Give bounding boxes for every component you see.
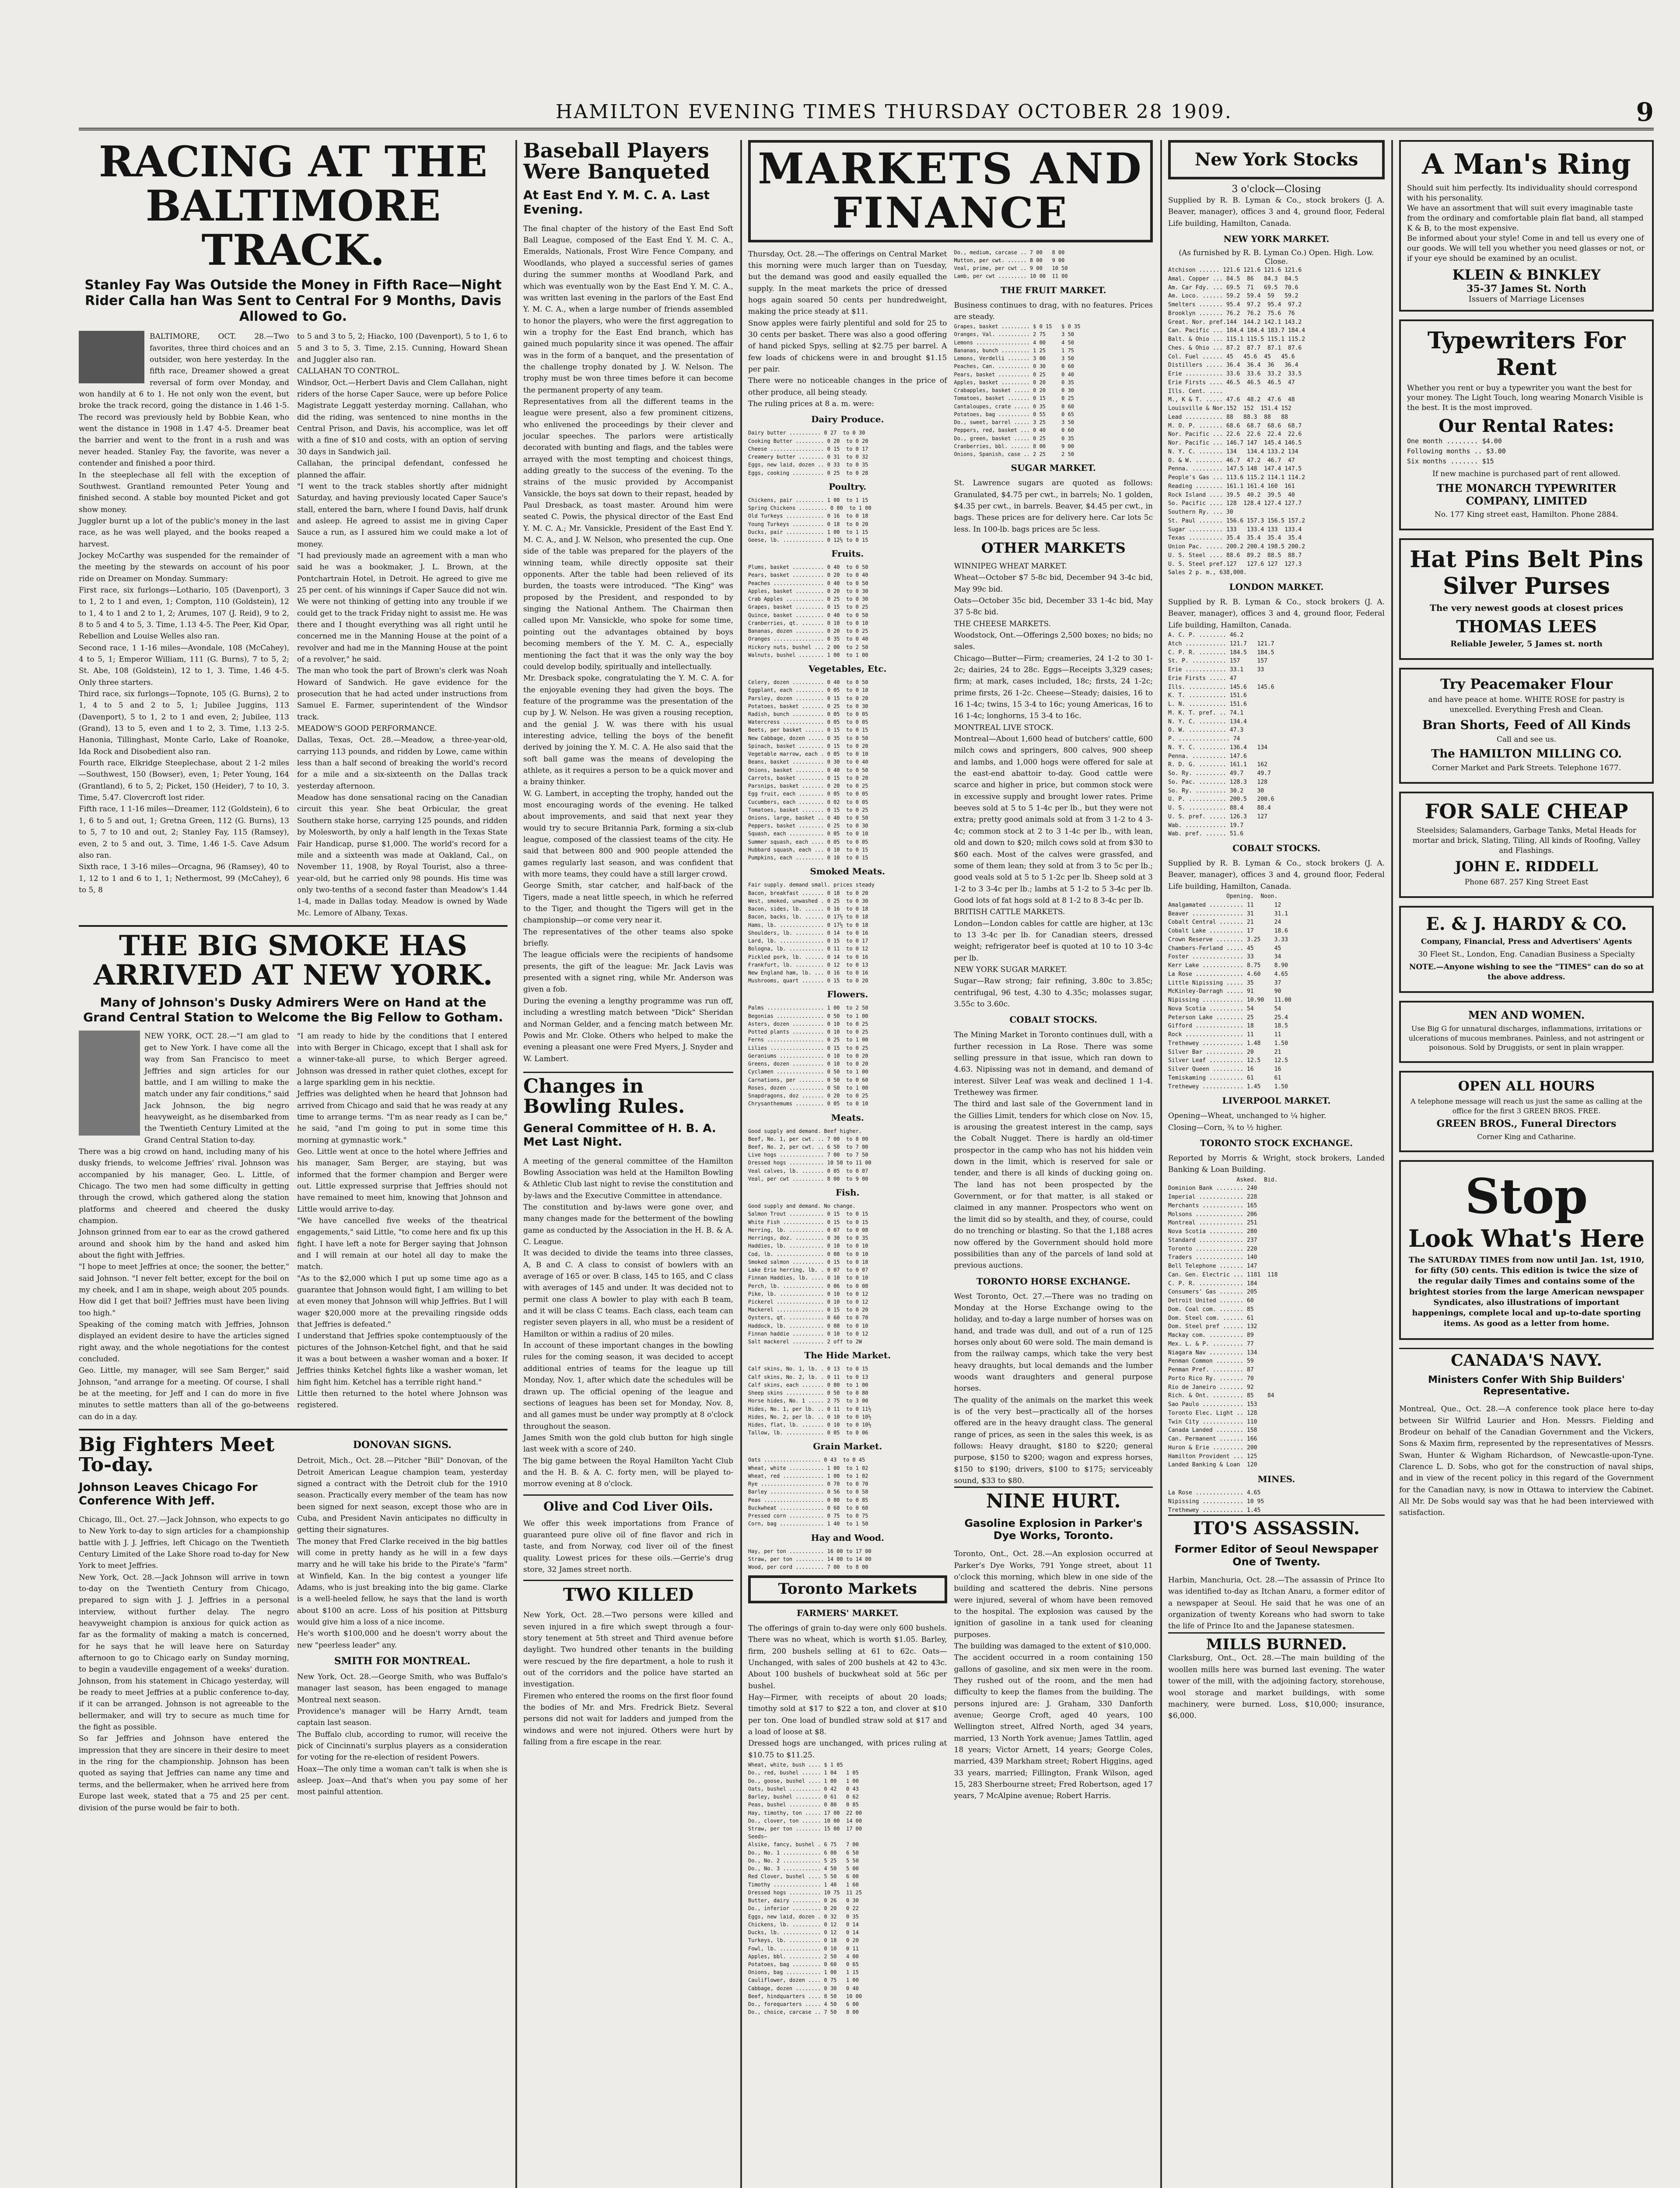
cobalt-stocks-header: Opening. Noon. [1168,893,1278,900]
baseball-deck: At East End Y. M. C. A. Last Evening. [523,187,710,217]
column-rule [1160,140,1162,2188]
john-riddell-name: JOHN E. RIDDELL [1455,858,1598,875]
dairy-title: Dairy Produce. [811,414,884,425]
big-g-title: MEN AND WOMEN. [1468,1009,1585,1022]
hat-pins-ad [1399,538,1654,660]
markets-headline: MARKETS AND FINANCE [758,144,1143,238]
farmers-market-title: FARMERS' MARKET. [796,1607,899,1618]
column-rule [1391,140,1393,2188]
monarch-address: No. 177 King street east, Hamilton. Phone 2884. [1435,510,1618,519]
donovan-headline: DONOVAN SIGNS. [353,1439,452,1451]
mans-ring-title: A Man's Ring [1422,148,1631,181]
baseball-headline: Baseball Players Were Banqueted [523,139,710,184]
two-killed-headline: TWO KILLED [523,1580,733,1605]
liverpool-market-body: Opening—Wheat, unchanged to ¼ higher. Closing—Corn, ¾ to ½ higher. [1168,1112,1326,1132]
big-g-ad [1399,1001,1654,1063]
rental-rates-title: Our Rental Rates: [1438,416,1614,437]
cobalt-stocks-supplied: Supplied by R. B. Lyman & Co., stock brokers (J. A. Beaver, manager), offices 3 and 4, ground floor, Federal Life building, Hamilton, Canada. [1168,859,1387,891]
big-fighters-headline: Big Fighters Meet To-day. [79,1434,275,1476]
open-all-hours-ad [1399,1071,1654,1152]
boxer-illustration [79,1031,140,1136]
mills-burned-body: Clarksburg, Ont., Oct. 28.—The main building of the woollen mills here was burned last evening. The water tower of the mill, with the adjoining factory, storehouse, wool storage and market buildings, with some machinery, were burned. Loss, $10,000; insurance, $6,000. [1168,1654,1387,1721]
farmers-market-table: Wheat, white, bush .... $ 1 05 Do., red, bushel ...... 1 04 1 05 Do., goose, bushel .... 1 00 1 00 Oats, bushel .......... 0 42 0 43 Barley, bushel ........ 0 61 0 62 Peas, bushel .......... 0 80 0 85 Hay, timothy, ton ..... 17 00 22 00 Do., clover, ton ...... 10 00 14 00 Straw, per ton ........ 15 00 17 00 Seeds— Alsike, fancy, bushel . 6 75 7 00 Do., No. 1 ............ 6 00 6 50 Do., No. 2 ............ 5 25 5 50 Do., No. 3 ............ 4 50 5 00 Red Clover, bushel .... 5 50 6 00 Timothy ............... 1 40 1 60 Dressed hogs .......... 10 75 11 25 Butter, dairy ......... 0 26 0 30 Do., inferior ......... 0 20 0 22 Eggs, new laid, dozen . 0 32 0 35 Chickens, lb. ......... 0 12 0 14 Ducks, lb. ............ 0 12 0 14 Turkeys, lb. .......... 0 18 0 20 Fowl, lb. ............. 0 10 0 11 Apples, bbl. .......... 2 50 4 00 Potatoes, bag ......... 0 60 0 65 Onions, bag ........... 1 00 1 15 Cauliflower, dozen .... 0 75 1 00 Cabbage, dozen ........ 0 30 0 40 Beef, hindquarters .... 8 50 10 00 Do., forequarters ..... 4 50 6 00 Do., choice, carcase .. 7 50 8 00 [748,1762,862,2016]
green-bros-address: Corner King and Catharine. [1477,1133,1576,1141]
horse-exchange-title: TORONTO HORSE EXCHANGE. [976,1276,1130,1287]
rental-note: If new machine is purchased part of rent allowed. [1432,469,1620,478]
big-fighters-body: Chicago, Ill., Oct. 27.—Jack Johnson, who expects to go to New York to-day to sign articles for a championship battle with J. J. Jeffries, left Chicago on the Twentieth Century Limited of the Lake Shore road to-day for New York to meet Jeffries. New York, Oct. 28.—Jack Johnson will arrive in town to-day on the Twentieth Century from Chicago, prepared to sign with J. J. Jeffries in a personal interview, without further delay. The negro heavyweight champion is anxious for quick action as far as the formality of making a match is concerned, for he says that he will leave here on Saturday afternoon to go to Chicago early on Sunday morning, to begin a vaudeville engagement of a weeks' duration. Johnson, from his statement in Chicago yesterday, will be ready to meet Jeffries at a public conference to-day, if it can be arranged. Johnson is not agreeable to the bellermaker, and will try to secure as much time for the fight as possible. So far Jeffries and Johnson have entered the impression that they are sincere in their desire to meet in the ring for the championship. Johnson has been quoted as saying that Jeffries can name any time and terms, and the bellermaker, when he arrived here from Europe last week, stated that a 75 and 25 per cent. division of the purse would be fair to both. [79,1515,289,1813]
new-york-stocks-title: New York Stocks [1194,149,1358,170]
baseball-body: The final chapter of the history of the East End Soft Ball League, composed of the East End Y. M. C. A., Emeralds, Nationals, Frost Wire Fence Company, and Woodlands, who played a successful series of games during the summer months at Woodland Park, and which was eventually won by the East End Y. M. C. A., was written last evening in the parlors of the East End Y. M. C. A., when a large number of friends assembled to honor the players, who were the first aggregation to win a trophy for the East End branch, which has gained much popularity since it was opened. The affair was in the form of a banquet, and the presentation of the challenge trophy donated by J. W. Nelson. The trophy must be won three times before it can become the permanent property of any team. Representatives from all the different teams in the league were present, also a few prominent citizens, who enlivened the proceedings by their clever and jocular speeches. The parlors were artistically decorated with bunting and flags, and the tables were arrayed with the most tempting and choicest things, adding greatly to the success of the evening. To the strains of the music provided by Accompanist Vansickle, the boys sat down to their repast, headed by Paul Dresback, as toast master. Around him were seated C. Powis, the physical director of the East End Y. M. C. A.; Mr. Vansickle, President of the East End Y. M. C. A., and J. W. Nelson, who presented the cup. One side of the table was prepared for the players of the winning team, while directly opposite sat their opponents. After the table had been relieved of its burden, the toasts were introduced. "The King" was proposed by the President, and responded to by singing the National Anthem. The Chairman then called upon Mr. Vansickle, who spoke for some time, pointing out the advantages obtained by boys becoming members of the Y. M. C. A., especially mentioning the fact that it was the only way the boy could develop bodily, spiritually and intellectually. Mr. Dresback spoke, congratulating the Y. M. C. A. for the enjoyable evening they had given the boys. The feature of the programme was the presentation of the cup by J. W. Nelson. He was given a rousing reception, and the genial J. W. was there with his usual interesting advice, telling the boys of the benefit derived by joining the Y. M. C. A. He also said that the soft ball game was the means of developing the athlete, as it requires a person to be a quick mover and a brainy thinker. W. G. Lambert, in accepting the trophy, handed out the most encouraging words of the evening. He talked about improvements, and said that next year they would try to secure Britannia Park, forming a six-club league, composed of the classiest teams of the city. He said that between 800 and 900 people attended the games regularly last season, and was confident that with more teams, they could have a still larger crowd. George Smith, star catcher, and half-back of the Tigers, made a neat little speech, in which he referred to the Tiger, and thought the Tigers will get in the championship—or come very near it. The representatives of the other teams also spoke briefly. The league officials were the recipients of handsome presents, the gift of the league: Mr. Jack Lavis was presented with a signet ring, while Mr. Anderson was given a fob. During the evening a lengthy programme was run off, including a wrestling match between "Dick" Sheridan and Norman Gelder, and a fencing match between Mr. Powis and Mr. Cloke. Others who helped to make the evening a pleasant one were Fred Myers, J. Snyder and W. Lambert. [523,224,733,1063]
ito-assassin-body: Harbin, Manchuria, Oct. 28.—The assassin of Prince Ito was identified to-day as Itchan Anaru, a former editor of a newspaper at Seoul. He said that he was one of an organization of twenty Koreans who had sworn to take the life of Prince Ito and the Japanese statesmen. [1168,1576,1387,1631]
toronto-stock-exchange-subtitle: Reported by Morris & Wright, stock brokers, Landed Banking & Loan Building. [1168,1154,1387,1175]
carcase-table: Do., medium, carcase .. 7 00 8 00 Mutton, per cwt. ...... 8 00 9 00 Veal, prime, per cwt .. 9 00 10 50 Lamb, per cwt ......... 10 00 11 00 [954,249,1068,280]
hardy-name: E. & J. HARDY & CO. [1426,914,1627,935]
fruits-title: Fruits. [831,548,864,559]
fruits-table: Plums, basket .......... 0 40 to 0 50 Pears, basket .......... 0 20 to 0 40 Peaches ................ 0 40 to 0 50 Apples, basket ......... 0 20 to 0 30 Crab Apples ............ 0 25 to 0 30 Grapes, basket ......... 0 15 to 0 25 Quince, basket ......... 0 40 to 0 50 Cranberries, qt. ....... 0 10 to 0 10 Bananas, dozen ......... 0 20 to 0 25 Oranges ................ 0 35 to 0 40 Hickory nuts, bushel ... 2 00 to 2 50 Walnuts, bushel ........ 1 00 to 1 00 [748,564,868,658]
ito-assassin-headline: ITO'S ASSASSIN. [1168,1515,1385,1538]
local-news-column [523,139,736,2188]
saturday-times-body: The SATURDAY TIMES from now until Jan. 1st, 1910, for fifty (50) cents. This edition is twice the size of the regular daily Times and contains some of the brightest stories from the large American newspaper Syndicates, also illustrations of important happenings, complete local and up-to-date sporting items. As good as a letter from home. [1408,1255,1645,1329]
rental-rates-table: One month ........ $4.00 Following months .. $3.00 Six months ....... $15 [1407,437,1506,465]
mines-table: La Rose .............. 4.65 Nipissing ............ 10 95 Trethewey ............ 1.45 [1168,1490,1264,1514]
big-smoke-body-continued: "I am ready to hide by the conditions that I entered into with Berger in Chicago, except that I shall ask for a winner-take-all purse, to which Berger agreed. Johnson was dressed in rather quiet clothes, except for a large sparkling gem in his necktie. Jeffries was delighted when he heard that Johnson had arrived from Chicago and said that he was ready at any time to arrange terms. "I'm as near ready as I can be," he said, "and I'm going to put in some time this morning at gymnastic work." Geo. Little went at once to the hotel where Jeffries and his manager, Sam Berger, are staying, but was informed that the former champion and Berger were out. Little expressed surprise that Jeffries should not have remained to meet him, knowing that Johnson and Little would arrive to-day. "We have cancelled five weeks of the theatrical engagements," said Little, "to come here and fix up this fight. I have left a note for Berger saying that Johnson and I will remain at our hotel all day to make the match. "As to the $2,000 which I put up some time ago as a guarantee that Johnson would fight, I am willing to bet at even money that Johnson will whip Jeffries. But I will wager $20,000 more at the prevailing ringside odds that Jeffries is defeated." I understand that Jeffries spoke contemptuously of the pictures of the Johnson-Ketchel fight, and that he said it was a bout between a washer woman and a boxer. If Jeffries thinks Ketchel fights like a washer woman, let him fight him. Ketchel has a terrible right hand." Little then returned to the hotel where Johnson was registered. [297,1032,508,1410]
for-sale-cheap-ad [1399,792,1654,898]
cobalt-stocks-title: COBALT STOCKS. [1009,1014,1098,1025]
smoked-meats-table: Fair supply. demand small. prices steady Bacon, breakfast ....... 0 18 to 0 20 West, smoked, unwashed . 0 25 to 0 30 Bacon, sides, lb. ...... 0 16 to 0 18 Bacon, backs, lb. ...... 0 17½ to 0 18 Hams, lb. .............. 0 17½ to 0 18 Shoulders, lb. ......... 0 14 to 0 16 Lard, lb. .............. 0 15 to 0 17 Bologna, lb. ........... 0 11 to 0 12 Pickled pork, lb. ...... 0 14 to 0 16 Frankfurt, lb. ......... 0 12 to 0 13 New England ham, lb. ... 0 16 to 0 16 Mushrooms, quart ....... 0 15 to 0 20 [748,882,875,984]
poultry-table: Chickens, pair ......... 1 00 to 1 15 Spring Chickens ......... 0 80 to 1 00 Old Turkeys ............ 0 16 to 0 18 Young Turkeys .......... 0 18 to 0 20 Ducks, pair ............ 1 00 to 1 15 Geese, lb. ............. 0 12½ to 0 15 [748,497,872,543]
smith-body: New York, Oct. 28.—George Smith, who was Buffalo's manager last season, has been engaged to manage Montreal next season. Providence's manager will be Harry Arndt, team captain last season. The Buffalo club, according to rumor, will receive the pick of Cincinnati's surplus players as a consideration for voting for the re-election of resident Powers. Hoax—The only time a woman can't talk is when she is asleep. Joax—And that's when you pay some of her most painful attention. [297,1673,508,1797]
green-bros-name: GREEN BROS., Funeral Directors [1436,1118,1617,1130]
peacemaker-flour-body: and have peace at home. WHITE ROSE for pastry is unexcelled. Everything Fresh and Clean. [1428,695,1625,714]
toronto-stock-exchange-title: TORONTO STOCK EXCHANGE. [1200,1138,1353,1149]
saturday-times-ad [1399,1160,1654,1340]
big-smoke-headline: THE BIG SMOKE HAS ARRIVED AT NEW YORK. [93,929,493,992]
fruit-market-table: Grapes, basket ......... $ 0 15 $ 0 35 Oranges, Val. .......... 2 75 3 50 Lemons ................. 4 00 4 50 Bananas, bunch ......... 1 25 1 75 Lemons, Verdelli ....... 3 00 3 50 Peaches, Can. .......... 0 30 0 60 Pears, basket .......... 0 25 0 40 Apples, basket ......... 0 20 0 35 Crabapples, basket ..... 0 20 0 30 Tomatoes, basket ....... 0 15 0 25 Cantaloupes, crate ..... 0 35 0 60 Potatoes, bag .......... 0 55 0 65 Do., sweet, barrel ..... 3 25 3 50 Peppers, red, basket ... 0 40 0 60 Do., green, basket ..... 0 25 0 35 Cranberries, bbl. ...... 8 00 9 00 Onions, Spanish, case .. 2 25 2 50 [954,323,1081,457]
peacemaker-flour-title: Try Peacemaker Flour [1440,675,1613,692]
stocks-supplied-note: Supplied by R. B. Lyman & Co., stock brokers (J. A. Beaver, manager), offices 3 and 4, ground floor, Federal Life building, Hamilton, Canada. [1168,196,1387,228]
smith-headline: SMITH FOR MONTREAL. [334,1655,471,1667]
racing-headline: RACING AT THE BALTIMORE TRACK. [98,137,488,275]
thomas-lees-name: THOMAS LEES [1456,616,1597,636]
for-sale-cheap-title: FOR SALE CHEAP [1424,799,1628,823]
canadas-navy-deck: Ministers Confer With Ship Builders' Representative. [1428,1374,1625,1397]
cobalt-stocks-list-title: COBALT STOCKS. [1232,843,1320,854]
hat-pins-title: Hat Pins Belt Pins Silver Purses [1410,546,1643,600]
poultry-title: Poultry. [829,481,867,492]
two-killed-body: New York, Oct. 28.—Two persons were killed and seven injured in a fire which swept through a four-story tenement at 5th street and Third avenue before daylight. Two hundred other tenants in the building were rescued by the fire department, a hole to rush it out of the corridors and the police have started an investigation. Firemen who entered the rooms on the first floor found the bodies of Mr. and Mrs. Fredrick Bietz. Several persons did not wait for ladders and jumped from the windows and were not injured. Others were hurt by falling from a fire escape in the rear. [523,1611,733,1747]
column-rule [515,140,517,2188]
fish-title: Fish. [835,1187,860,1198]
vegetables-title: Vegetables, Etc. [808,663,887,674]
call-and-see-line: Call and see us. [1496,735,1557,744]
for-sale-cheap-body: Steelsides; Salamanders, Garbage Tanks, Metal Heads for mortar and brick, Slating, Tiling, All kinds of Roofing, Valley and Flashings. [1412,826,1641,855]
dairy-table: Dairy butter .......... 0 27 to 0 30 Cooking Butter ......... 0 20 to 0 20 Cheese ................. 0 15 to 0 17 Creamery butter ........ 0 31 to 0 32 Eggs, new laid, dozen .. 0 33 to 0 35 Eggs, cooking .......... 0 25 to 0 28 [748,430,868,476]
markets-banner [748,140,1153,242]
sports-column [79,137,508,2188]
mills-burned-headline: MILLS BURNED. [1168,1632,1385,1653]
toronto-stock-exchange-table: Dominion Bank ........ 240 Imperial ............. 228 Merchants ............ 165 Molsons .............. 206 Montreal ............. 251 Nova Scotia .......... 280 Standard ............. 237 Toronto .............. 220 Traders .............. 140 Bell Telephone ....... 147 Can. Gen. Electric ... 1181 118 C. P. R. ............. 184 Consumers' Gas ....... 205 Detroit United ....... 60 Dom. Coal com. ....... 85 Dom. Steel com. ...... 61 Dom. Steel pref ...... 132 Mackay com. .......... 89 Mex. L. & P. ......... 77 Niagara Nav .......... 134 Penman Common ........ 59 Penman Pref. ......... 87 Porto Rico Ry. ....... 70 Rio de Janeiro ....... 92 Rich. & Ont. ......... 85 84 Sao Paulo ............ 153 Toronto Elec. Light .. 128 Twin City ............ 110 Canada Landed ........ 158 Can. Permanent ....... 166 Huron & Erie ......... 200 Hamilton Provident ... 125 Landed Banking & Loan 120 [1168,1185,1278,1469]
horse-race-illustration [79,331,144,383]
other-markets-body: WINNIPEG WHEAT MARKET. Wheat—October $7 5-8c bid, December 94 3-4c bid, May 99c bid. Oats—October 35c bid, December 33 1-4c bid, May 37 5-8c bid. THE CHEESE MARKETS. Woodstock, Ont.—Offerings 2,500 boxes; no bids; no sales. Chicago—Butter—Firm; creameries, 24 1-2 to 30 1-2c; dairies, 24 to 28c. Eggs—Receipts 3,329 cases; firm; at mark, cases included, 18c; firsts, 24 1-2c; prime firsts, 26 1-2c. Cheese—Steady; daisies, 16 to 16 1-4c; twins, 15 3-4 to 16c; young Americas, 16 to 16 1-4c; longhorns, 15 3-4 to 16c. MONTREAL LIVE STOCK. Montreal—About 1,600 head of butchers' cattle, 600 milch cows and springers, 800 calves, 900 sheep and lambs, and 1,000 hogs were offered for sale at the east-end abattoir to-day. Good cattle were scarce and higher in price, but common stock were in excessive supply and brought lower rates. Prime beeves sold at 5 to 5 1-4c per lb., but they were not extra; pretty good animals sold at from 3 1-2 to 4 3-4c; common stock at 2 to 3 1-4c per lb., with lean, old and down to $20; milch cows sold at from $30 to $60 each. Most of the calves were grassfed, and some of them lean; they sold at from 3 to 5c per lb.; good veals sold at 5 to 5 1-2c per lb. Sheep sold at 3 1-2 to 3 3-4c per lb.; lambs at 5 1-2 to 5 3-4c per lb. Good lots of fat hogs sold at 8 1-2 to 8 3-4c per lb. BRITISH CATTLE MARKETS. London—London cables for cattle are higher, at 13c to 13 3-4c per lb. for Canadian steers, dressed weight; refrigerator beef is quoted at 10 to 10 3-4c per lb. NEW YORK SUGAR MARKET. Sugar—Raw strong; fair refining, 3.80c to 3.85c; centrifugal, 96 test, 4.30 to 4.35c; molasses sugar, 3.55c to 3.60c. [954,561,1153,1009]
london-market-supplied: Supplied by R. B. Lyman & Co., stock brokers (J. A. Beaver, manager), offices 3 and 4, ground floor, Federal Life building, Hamilton, Canada. [1168,598,1387,630]
stop-title: Stop [1465,1168,1588,1224]
nine-hurt-headline: NINE HURT. [954,1487,1153,1511]
typewriters-title: Typewriters For Rent [1427,327,1626,381]
thomas-lees-address: Reliable Jeweler, 5 James st. north [1450,639,1603,649]
hay-wood-title: Hay and Wood. [811,1532,884,1543]
ads-column [1399,140,1654,2188]
page-number: 9 [1636,97,1654,127]
hardy-address: 30 Fleet St., London, Eng. Canadian Business a Specialty [1418,950,1635,959]
sugar-market-title: SUGAR MARKET. [1011,463,1096,473]
horse-exchange-body: West Toronto, Oct. 27.—There was no trading on Monday at the Horse Exchange owing to the holiday, and to-day a large number of horses was on hand, and trade was dull, and out of a run of 125 horses only about 60 were sold. The main demand is from the railway camps, which take the very best heavy draughts, but local demands and the lumber woods want draughters and general purpose horses. The quality of the animals on the market this week is of the very best—practically all of the horses offered are in the heavy draught class. The general range of prices, as seen in the sales this week, is as follows: Heavy draught, $180 to $220; general purpose, $150 to $200; wagon and express horses, $150 to $190; drivers, $100 to $175; serviceably sound, $33 to $80. [954,1292,1153,1486]
typewriters-ad [1399,319,1654,530]
open-all-hours-body: A telephone message will reach us just the same as calling at the office for the first 3 GREEN BROS. FREE. [1410,1097,1642,1115]
bowling-deck: General Committee of H. B. A. Met Last Night. [523,1122,716,1149]
smoked-meats-title: Smoked Meats. [810,866,886,877]
big-smoke-body: NEW YORK, OCT. 28.—"I am glad to get to New York. I have come all the way from San Francisco to meet Jeffries and sign articles for our battle, and I am willing to make the match under any fair conditions," said Jack Johnson, the big negro heavyweight, as he disembarked from the Twentieth Century Limited at the Grand Central Station to-day. There was a big crowd on hand, including many of his dusky friends, to welcome Jeffries' rival. Johnson was accompanied by his manager, Geo. L. Little, of Chicago. The two men had some difficulty in getting through the crowd, which gathered along the station platforms and cheered and cheered the dusky champion. Johnson grinned from ear to ear as the crowd gathered around and shook him by the hand and asked him about the fight with Jeffries. "I hope to meet Jeffries at once; the sooner, the better," said Johnson. "I never felt better, except for the boil on my cheek, and I am in shape, weigh about 205 pounds. How did I get that boil? Jeffries must have been living too high." Speaking of the coming match with Jeffries, Johnson displayed an evident desire to have the articles signed right away, and the whole negotiations for the contest concluded. Geo. Little, my manager, will see Sam Berger," said Johnson, "and arrange for a meeting. Of course, I shall be at the meeting, for Jeff and I can do more in five minutes to settle matters than all of the go-betweens can do in a day. [79,1032,289,1421]
mans-ring-ad [1399,140,1654,312]
mans-ring-body: Should suit him perfectly. Its individuality should correspond with his personality. We have an assortment that will suit every imaginable taste from the ordinary and comfortable plain flat band, all stamped K & B, to the most expensive. Be informed about your style! Come in and tell us every one of our goods. We will tell you whether you need glasses or not, or if your eye should be examined by an oculist. [1407,184,1645,263]
other-markets-title: OTHER MARKETS [981,539,1126,556]
big-fighters-deck: Johnson Leaves Chicago For Conference With Jeff. [79,1480,258,1508]
fruit-market-intro: Business continues to drag, with no features. Prices are steady. [954,301,1155,321]
toronto-markets-title: Toronto Markets [778,1580,917,1598]
new-york-market-subtitle: (As furnished by R. B. Lyman Co.) Open. High. Low. Close. [1179,249,1374,266]
grain-market-table: Oats .................. 0 43 to 0 45 Wheat, white ........... 1 00 to 1 02 Wheat, red ............. 1 00 to 1 02 Rye .................... 0 70 to 0 70 Barley ................. 0 56 to 0 58 Peas ................... 0 80 to 0 85 Buckwheat .............. 0 60 to 0 60 Pressed corn ........... 0 75 to 0 75 Corn, bag .............. 1 40 to 1 50 [748,1457,868,1527]
john-riddell-address: Phone 687. 257 King Street East [1464,878,1589,887]
mines-title: MINES. [1257,1474,1295,1485]
flowers-title: Flowers. [827,989,868,1000]
stocks-column [1168,140,1385,2188]
cobalt-stocks-table: Amalgamated .......... 11 12 Beaver ............... 31 31.1 Cobalt Central ....... 21 24 Cobalt Lake .......... 17 18.6 Crown Reserve ........ 3.25 3.33 Chambers-Ferland ..... 45 45 Foster ............... 33 34 Kerr Lake ............ 8.75 8.90 La Rose .............. 4.60 4.65 Little Nipissing ..... 35 37 McKinley-Darragh ..... 91 90 Nipissing ............ 10.90 11.00 Nova Scotia .......... 54 54 Peterson Lake ........ 25 25.4 Gifford .............. 18 18.5 Rock ................. 11 11 Trethewey ............ 1.48 1.50 Silver Bar ........... 20 21 Silver Leaf .......... 12.5 12.5 Silver Queen ......... 16 16 Temiskaming .......... 61 61 Trethewey ............ 1.45 1.50 [1168,901,1292,1090]
markets-column [748,140,1153,2188]
toronto-markets-box [748,1575,947,1603]
fruit-market-title: THE FRUIT MARKET. [1000,284,1106,295]
london-market-table: A. C. P. ........ 46.2 Atch ............ 121.7 121.7 C. P. R. ........ 184.5 184.5 St. P. .......... 157 157 Erie ............ 33.1 33 Erie Firsts ..... 47 Ills. ........... 145.6 145.6 K. T. ........... 151.6 L. N. ........... 151.6 M. K. T. pref. .. 74.1 N. Y. C. ........ 134.4 O. W. ........... 47.3 P. ............... 74 N. Y. C. ........ 136.4 134 Penna. .......... 147.6 R. D. G. ........ 161.1 162 So. Ry. ......... 49.7 49.7 So. Pac. ........ 128.3 128 So. Ry. ......... 30.2 30 U. P. ........... 200.5 200.6 U. S. ........... 88.4 88.4 U. S. pref. ..... 126.3 127 Wab. ............ 19.7 Wab. pref. ...... 51.6 [1168,632,1274,838]
masthead [79,97,1654,130]
marriage-licenses-line: Issuers of Marriage Licenses [1468,294,1585,304]
hamilton-milling-name: The HAMILTON MILLING CO. [1431,747,1622,761]
peacemaker-flour-ad [1399,668,1654,784]
nine-hurt-body: Toronto, Ont., Oct. 28.—An explosion occurred at Parker's Dye Works, 791 Yonge street, about 11 o'clock this morning, which blew in one side of the building and scattered the debris. Nine persons were injured, several of whom have been removed to the hospital. The explosion was caused by the ignition of gasoline in a tank used for cleaning purposes. The building was damaged to the extent of $10,000. The accident occurred in a room containing 150 gallons of gasoline, and six men were in the room. They rushed out of the room, and the men had difficulty to keep the flames from the building. The persons injured are: J. Graham, 330 Danforth avenue; George Croft, aged 40 years, 100 Wellington street, Alfred North, aged 34 years, married, 13 North York avenue; James Tattlin, aged 18 years; Victor Arnett, 14 years; George Coles, married, 439 Markham street; Robert Higgins, aged 33 years, married; Fillington, Frank Wilson, aged 15, 283 Sherbourne street; Fred Robertson, aged 17 years, 7 McAlpine avenue; Robert Harris. [954,1550,1153,1801]
bowling-body: A meeting of the general committee of the Hamilton Bowling Association was held at the Hamilton Bowling & Athletic Club last night to revise the constitution and by-laws and the Executive Committee in attendance. The constitution and by-laws were gone over, and many changes made for the betterment of the bowling game as conducted by the Association in the H. B. & A. C. League. It was decided to divide the teams into three classes, A, B and C. A class to consist of bowlers with an average of 165 or over. B class, 145 to 165, and C class with averages of 145 and under. It was decided not to permit one class A bowler to play with each B team, and it will be class C teams. Each class, each team can register seven players in all, who must be a resident of Hamilton or within a radius of 20 miles. In account of these important changes in the bowling rules for the coming season, it was decided to accept additional entries of teams for the league up till Monday, Nov. 1, after which date the schedules will be drawn up. The official opening of the league and sections of leagues has been set for Monday, Nov. 8, and all games must be under way promptly at 8 o'clock throughout the season. James Smith won the gold club button for high single last week with a score of 240. The big game between the Royal Hamilton Yacht Club and the H. B. & A. C. forty men, will be played to-morrow evening at 8 o'clock. [523,1157,733,1489]
grain-market-title: Grain Market. [813,1441,882,1452]
nine-hurt-deck: Gasoline Explosion in Parker's Dye Works, Toronto. [964,1517,1143,1542]
london-market-title: LONDON MARKET. [1229,582,1324,593]
hardy-ad [1399,906,1654,993]
olive-oil-body: We offer this week importations from France of guaranteed pure olive oil of fine flavor and rich in taste, and from Norway, cod liver oil of the finest quality. Lowest prices for these oils.—Gerrie's drug store, 32 James street north. [523,1519,736,1574]
new-york-stocks-box [1168,140,1385,179]
big-g-body: Use Big G for unnatural discharges, inflammations, irritations or ulcerations of mucous membranes. Painless, and not astringent or poisonous. Sold by Druggists, or sent in plain wrapper. [1408,1024,1645,1052]
closing-line: 3 o'clock—Closing [1232,184,1321,195]
hardy-subtitle: Company, Financial, Press and Advertisers' Agents [1421,937,1632,947]
monarch-company: THE MONARCH TYPEWRITER COMPANY, LIMITED [1436,481,1617,507]
hat-pins-subtitle: The very newest goods at closest prices [1429,602,1624,613]
klein-binkley-address: 35-37 James St. North [1466,283,1586,295]
canadas-navy-headline: CANADA'S NAVY. [1399,1348,1654,1369]
klein-binkley-name: KLEIN & BINKLEY [1452,266,1601,283]
racing-body-continued: to 5 and 3 to 5, 2; Hiacko, 100 (Davenport), 5 to 1, 6 to 5 and 3 to 5, 3. Time, 2.15. Cunning, Howard Shean and Juggler also ran. CALLAHAN TO CONTROL. Windsor, Oct.—Herbert Davis and Clem Callahan, night riders of the horse Caper Sauce, were up before Police Magistrate Leggatt yesterday morning. Callahan, who did the riding, was sentenced to nine months in the Central Prison, and Davis, his accomplice, was let off with a fine of $10 and costs, with an option of serving 30 days in Sandwich jail. Callahan, the principal defendant, confessed he planned the affair. "I went to the track stables shortly after midnight Saturday, and having previously located Caper Sauce's stall, entered the barn, where I found Davis, half drunk and asleep. He agreed to assist me in giving Caper Sauce a run, as I assured him we could make a lot of money. "I had previously made an agreement with a man who said he was a bookmaker, J. L. Brown, at the Pontchartrain Hotel, in Detroit. He agreed to give me 25 per cent. of his winnings if Caper Sauce did not win. We were not thinking of getting into any trouble if we could get to the track Friday night to assist me. He was there and I thought everything was all right until he concerned me in the Manning House at the point of a revolver and had me in the Manning House at the point of a revolver," he said. The man who took the part of Brown's clerk was Noah Howard of Sandwich. He gave evidence for the prosecution that he had acted under instructions from Samuel E. Farmer, superintendent of the Windsor track. MEADOW'S GOOD PERFORMANCE. Dallas, Texas, Oct. 28.—Meadow, a three-year-old, carrying 113 pounds, and ridden by Lowe, came within less than a half second of breaking the world's record for a mile and a six-sixteenth on the Dallas track yesterday afternoon. Meadow has done sensational racing on the Canadian circuit this year. She beat Orbicular, the great Southern stake horse, carrying 125 pounds, and ridden by Molesworth, by only a half length in the Texas State Fair Handicap, purse $1,000. The world's record for a mile and a sixteenth was made at Oakland, Cal., on November 11, 1908, by Royal Tourist, also a three-year-old, but he carried only 98 pounds. His time was only two-tenths of a second faster than Meadow's 1.44 1-4, made in Dallas today. Meadow is owned by Wade Mc. Lemore of Albany, Texas. [297,332,508,918]
meats-table: Good supply and demand. Beef higher. Beef, No. 1, per cwt. .. 7 00 to 8 00 Beef, No. 2, per cwt. .. 6 50 to 7 00 Live hogs .............. 7 00 to 7 50 Dressed hogs ........... 10 50 to 11 00 Veal calves, lb. ....... 0 05 to 0 07 Veal, per cwt .......... 8 00 to 9 00 [748,1128,872,1182]
toronto-stock-exchange-header: Asked. Bid. [1168,1176,1278,1183]
markets-intro: Thursday, Oct. 28.—The offerings on Central Market this morning were much larger than on Tuesday, but the demand was good and easily equalled the supply. In the meat markets the price of dressed hogs again soared 50 cents per hundredweight, making the price steady at $11. Snow apples were fairly plentiful and sold for 25 to 30 cents per basket. There was also a good offering of hand picked Spys, selling at $2.75 per barrel. A few loads of chickens were in and brought $1.15 per pair. There were no noticeable changes in the price of other produce, all being steady. The ruling prices at 8 a. m. were: [748,249,947,409]
cobalt-stocks-body: The Mining Market in Toronto continues dull, with a further recession in La Rose. There was some selling pressure in that issue, which ran down to 4.63. Nipissing was not in demand, and demand of interest. Silver Leaf was weak and declined 1 1-4. Trethewey was firmer. The third and last sale of the Government land in the Gillies Limit, tenders for which close on Nov. 15, is arousing the greatest interest in the camp, says the Cobalt Nugget. There is hardly an old-timer prospector in the camp who has not his hidden vein down in the limit, which is reserved for sale or tender, and there is all kinds of ducking going on. The land has not been prospected by the Government, or for that matter, is all staked or claimed in any manner. Prospectors who went on the limit did so by stealth, and they, of course, could do no trenching or blasting. So that the 1,188 acres now offered by the Government should hold more possibilities than any of the parcels of land sold at previous auctions. [954,1031,1153,1270]
meats-title: Meats. [831,1112,864,1123]
times-note: NOTE.—Anyone wishing to see the "TIMES" can do so at the above address. [1409,963,1644,982]
liverpool-market-title: LIVERPOOL MARKET. [1222,1095,1331,1106]
vegetables-table: Celery, dozen .......... 0 40 to 0 50 Eggplant, each ......... 0 05 to 0 10 Parsley, dozen ......... 0 15 to 0 20 Potatoes, basket ....... 0 25 to 0 30 Radish, bunch .......... 0 05 to 0 05 Watercress ............. 0 05 to 0 05 Beets, per basket ...... 0 15 to 0 15 New Cabbage, dozen ..... 0 35 to 0 50 Spinach, basket ........ 0 15 to 0 20 Vegetable marrow, each . 0 05 to 0 10 Beans, basket .......... 0 30 to 0 40 Onions, basket ......... 0 40 to 0 50 Carrots, basket ........ 0 15 to 0 20 Parsnips, basket ....... 0 20 to 0 25 Egg fruit, each ........ 0 05 to 0 05 Cucumbers, each ........ 0 02 to 0 05 Tomatoes, basket ....... 0 15 to 0 25 Onions, large, basket .. 0 40 to 0 50 Peppers, basket ........ 0 25 to 0 30 Squash, each ........... 0 05 to 0 10 Summer squash, each .... 0 05 to 0 05 Hubbard squash, each ... 0 10 to 0 15 Pumpkins, each ......... 0 10 to 0 15 [748,679,868,861]
open-all-hours-title: OPEN ALL HOURS [1458,1078,1595,1094]
farmers-market-body: The offerings of grain to-day were only 600 bushels. There was no wheat, which is worth $1.05. Barley, firm, 200 bushels selling at 61 to 62c. Oats—Unchanged, with sales of 200 bushels at 42 to 43c. About 100 bushels of buckwheat sold at 56c per bushel. Hay—Firmer, with receipts of about 20 loads; timothy sold at $17 to $22 a ton, and clover at $10 per ton. One load of bundled straw sold at $17 and a load of loose at $8. Dressed hogs are unchanged, with prices ruling at $10.75 to $11.25. [748,1623,947,1760]
running-head: HAMILTON EVENING TIMES THURSDAY OCTOBER 28 1909. [556,101,1232,123]
big-smoke-deck: Many of Johnson's Dusky Admirers Were on Hand at the Grand Central Station to Welcome the Big Fellow to Gotham. [83,995,503,1024]
new-york-market-title: NEW YORK MARKET. [1223,234,1330,245]
racing-body: BALTIMORE, OCT. 28.—Two favorites, three third choices and an outsider, won here yesterday. In the fifth race, Dreamer showed a great reversal of form over Monday, and won handily at 6 to 1. He not only won the event, but broke the track record, going the distance in 1.46 1-5. The record was previously held by Bobbie Kean, who went the distance in 1908 in 1.47 4-5. Dreamer beat the barrier and went to the front in a rush and was never headed. Stanley Fay, the favorite, was never a contender and finished a poor third. In the steeplechase all fell with the exception of Southwest. Grantland remounted Peter Young and finished second. A stable boy mounted Picket and got show money. Juggler burnt up a lot of the public's money in the last race, as he was well played, and the books reaped a harvest. Jockey McCarthy was suspended for the remainder of the meeting by the stewards on account of his poor ride on Dreamer on Monday. Summary: First race, six furlongs—Lothario, 105 (Davenport), 3 to 1, 2 to 1 and even, 1; Compton, 110 (Goldstein), 12 to 1, 4 to 1 and 2 to 1, 2; Arumes, 107 (J. Reid), 9 to 2, 8 to 5 and 4 to 5, 3. Time, 1.13 4-5. The Peer, Kid Opar, Rebellion and Louise Welles also ran. Second race, 1 1-16 miles—Avondale, 108 (McCahey), 4 to 5, 1; Emperor William, 111 (G. Burns), 7 to 5, 2; St. Abe, 108 (Goldstein), 12 to 1, 3. Time, 1.46 4-5. Only three starters. Third race, six furlongs—Topnote, 105 (G. Burns), 2 to 1, 4 to 5 and 2 to 5, 1; Jubilee Juggins, 113 (Davenport), 5 to 1, 2 to 1 and even, 2; Jubilee, 113 (Grand), 13 to 5, even and 1 to 2, 3. Time, 1.13 2-5. Hanonia, Tillinghast, Monte Carlo, Lake of Roanoke, Ida Rock and Disobedient also ran. Fourth race, Elkridge Steeplechase, about 2 1-2 miles—Southwest, 150 (Bowser), even, 1; Peter Young, 164 (Grantland), 6 to 5, 2; Picket, 150 (Heider), 7 to 10, 3. Time, 5.47. Clovercroft lost rider. Fifth race, 1 1-16 miles—Dreamer, 112 (Goldstein), 6 to 1, 6 to 5 and out, 1; Gretna Green, 112 (G. Burns), 13 to 5, 7 to 10 and out, 2; Stanley Fay, 115 (Ramsey), even, 2 to 5 and out, 3. Time, 1.46 1-5. Cave Adsum also ran. Sixth race, 1 3-16 miles—Orcagna, 96 (Ramsey), 40 to 1, 12 to 1 and 6 to 1, 1; Nethermost, 99 (McCahey), 6 to 5, 8 [79,332,289,894]
hide-market-table: Calf skins, No. 1, lb. . 0 13 to 0 15 Calf skins, No. 2, lb. . 0 11 to 0 13 Calf skins, each ....... 0 80 to 1 00 Sheep skins ............ 0 50 to 0 80 Horse hides, No. 1 ..... 2 75 to 3 00 Hides, No. 1, per lb. .. 0 11 to 0 11½ Hides, No. 2, per lb. .. 0 10 to 0 10½ Hides, flat, lb. ....... 0 10 to 0 10½ Tallow, lb. ............ 0 05 to 0 06 [748,1366,872,1436]
canadas-navy-body: Montreal, Que., Oct. 28.—A conference took place here to-day between Sir Wilfrid Laurier and Hon. Messrs. Fielding and Brodeur on behalf of the Canadian Government and the Vickers, Sons & Maxim firm, represented by the representatives of Messrs. Swan, Hunter & Wigham Richardson, of Newcastle-upon-Tyne. Clarence L. D. Sobs, who got for the construction of naval ships, and in view of the recent policy in this regard of the Government for the Canadian navy, is now in Ottawa to interview the Cabinet. All Mr. De Sobs would say was that he had been interviewed with satisfaction. [1399,1405,1656,1518]
fish-table: Good supply and demand. No change. Salmon Trout ........... 0 15 to 0 15 White Fish ............. 0 15 to 0 15 Herring, lb. ........... 0 07 to 0 08 Herrings, doz. ......... 0 30 to 0 35 Haddies, lb. ........... 0 10 to 0 10 Cod, lb. ............... 0 08 to 0 10 Smoked salmon .......... 0 15 to 0 18 Lake Erie herring, lb. . 0 07 to 0 07 Finnan Haddies, lb. .... 0 10 to 0 10 Perch, lb. ............. 0 06 to 0 08 Pike, lb. .............. 0 10 to 0 12 Pickerel ............... 0 10 to 0 12 Mackerel ............... 0 15 to 0 20 Oysters, qt. ........... 0 60 to 0 70 Haddock, lb. ........... 0 08 to 0 10 Finnan haddie .......... 0 10 to 0 12 Salt mackerel .......... 2 off to 2W [748,1203,868,1345]
flowers-table: Palms .................. 1 00 to 2 50 Begonias ............... 0 50 to 1 00 Asters, dozen .......... 0 10 to 0 25 Potted plants .......... 0 10 to 0 25 Ferns .................. 0 25 to 1 00 Lilies ................. 0 15 to 0 25 Geraniums .............. 0 10 to 0 20 Greens, dozen .......... 0 10 to 0 20 Cyclamen ............... 0 50 to 1 00 Carnations, per ........ 0 50 to 0 60 Roses, dozen ........... 0 50 to 1 00 Snapdragons, doz ....... 0 20 to 0 25 Chrysanthemums ......... 0 05 to 0 10 [748,1005,868,1107]
bran-shorts-line: Bran Shorts, Feed of All Kinds [1422,717,1631,732]
look-whats-here-title: Look What's Here [1408,1224,1645,1252]
hamilton-milling-address: Corner Market and Park Streets. Telephone 1677. [1432,763,1621,772]
bowling-headline: Changes in Bowling Rules. [523,1072,733,1117]
sugar-market-body: St. Lawrence sugars are quoted as follows: Granulated, $4.75 per cwt., in barrels; No. 1 golden, $4.35 per cwt., in barrels. Beaver, $4.45 per cwt., in bags. These prices are for delivery here. Car lots 5c less. In 100-lb. bags prices are 5c less. [954,479,1155,534]
new-york-market-table: Atchison ...... 121.6 121.6 121.6 121.6 Amal. Copper ... 84.5 86 84.3 84.5 Am. Car Fdy. ... 69.5 71 69.5 70.6 Am. Loco. ...... 59.2 59.4 59 59.2 Smelters ....... 95.4 97.2 95.4 97.2 Brooklyn ....... 76.2 76.2 75.6 76 Great. Nor. pref.144 144.2 142.1 143.2 Can. Pacific ... 184.4 184.4 183.7 184.4 Balt. & Ohio ... 115.1 115.5 115.1 115.2 Ches. & Ohio ... 87.2 87.7 87.1 87.6 Col. Fuel ...... 45 45.6 45 45.6 Distillers ..... 36.4 36.4 36 36.4 Erie ........... 33.6 33.6 33.2 33.5 Erie Firsts .... 46.5 46.5 46.5 47 Ills. Cent. .... M., K & T. ..... 47.6 48.2 47.6 48 Louisville & Nor.152 152 151.4 152 Lead ........... 88 88.3 88 88 M. O. P. ....... 68.6 68.7 68.6 68.7 Nor. Pacific ... 22.6 22.6 22.4 22.6 Nor. Pacific ... 146.7 147 145.4 146.5 N. Y. C. ....... 134 134.4 133.2 134 O. & W. ........ 46.7 47.2 46.7 47 Penna. ......... 147.5 148 147.4 147.5 People's Gas ... 113.6 115.2 114.1 114.2 Reading ........ 161.1 161.4 160 161 Rock Island .... 39.5 40.2 39.5 40 So. Pacific .... 128 128.4 127.4 127.7 Southern Ry. ... 30 St. Paul ....... 156.6 157.3 156.5 157.2 Sugar .......... 133 133.4 133 133.4 Texas .......... 35.4 35.4 35.4 35.4 Union Pac. ..... 200.2 200.4 198.5 200.2 U. S. Steel .... 88.6 89.2 88.5 88.7 U. S. Steel pref.127 127.6 127 127.3 Sales 2 p. m., 638,000. [1168,267,1306,576]
ito-assassin-deck: Former Editor of Seoul Newspaper One of Twenty. [1174,1543,1379,1568]
hide-market-title: The Hide Market. [804,1350,891,1361]
hay-wood-table: Hay, per ton ........... 16 00 to 17 00 Straw, per ton ......... 14 00 to 14 00 Wood, per cord ......... 7 00 to 8 00 [748,1548,872,1571]
racing-deck: Stanley Fay Was Outside the Money in Fifth Race—Night Rider Calla han Was Sent to Central For 9 Months, Davis Allowed to Go. [84,277,502,325]
column-rule [740,140,742,2188]
donovan-body: Detroit, Mich., Oct. 28.—Pitcher "Bill" Donovan, of the Detroit American League champion team, yesterday signed a contract with the Detroit club for the 1910 season. Practically every member of the team has now been signed for next season, except those who are in Cuba, and President Navin anticipates no difficulty in getting their signatures. The money that Fred Clarke received in the big battles will come in pretty handy as he will in a few days marry and he will take his bride to the Pirate's "farm" at Winfield, Kan. In the big contest a younger life Adams, who is just breaking into the big game. Clarke is a well-heeled fellow, he says that the land is worth about $100 an acre. Loss of his position at Pittsburg would give him a loss of a nice income. He's worth $100,000 and he doesn't worry about the new "peerless leader" any. [297,1456,508,1650]
typewriters-body: Whether you rent or buy a typewriter you want the best for your money. The Light Touch, long wearing Monarch Visible is the best. It is the most improved. [1407,383,1643,413]
olive-oil-headline: Olive and Cod Liver Oils. [523,1494,733,1514]
